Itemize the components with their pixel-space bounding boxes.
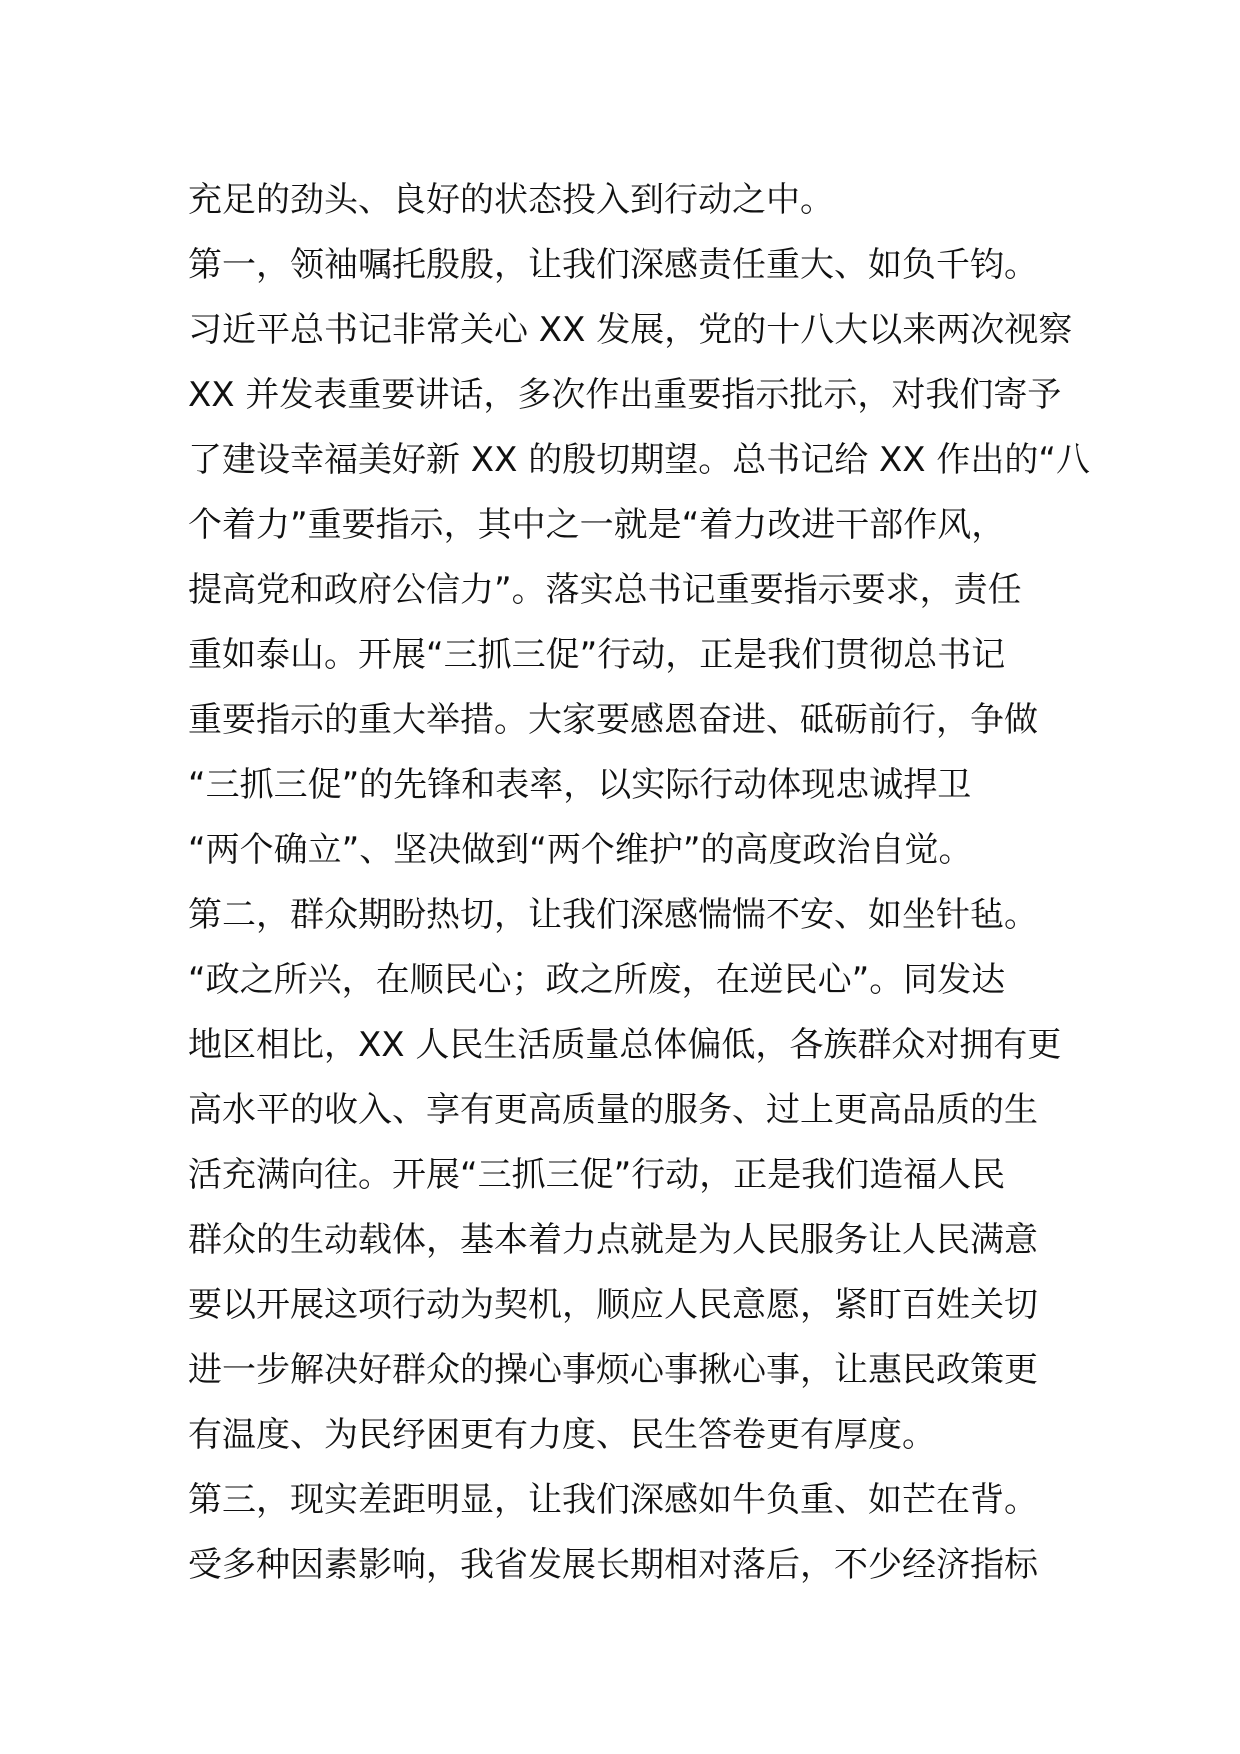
text-line: 了建设幸福美好新 XX 的殷切期望。总书记给 XX 作出的“八 <box>188 440 1091 480</box>
text-line: 第一，领袖嘱托殷殷，让我们深感责任重大、如负千钧。 <box>188 245 1038 285</box>
text-line: 要以开展这项行动为契机，顺应人民意愿，紧盯百姓关切 <box>188 1285 1038 1325</box>
text-line: 重要指示的重大举措。大家要感恩奋进、砥砺前行，争做 <box>188 700 1038 740</box>
text-line: “政之所兴，在顺民心；政之所废，在逆民心”。同发达 <box>188 960 1006 1000</box>
text-line: 个着力”重要指示，其中之一就是“着力改进干部作风， <box>188 505 1006 545</box>
text-line: 充足的劲头、良好的状态投入到行动之中。 <box>188 180 834 220</box>
text-line: 高水平的收入、享有更高质量的服务、过上更高品质的生 <box>188 1090 1038 1130</box>
text-line: 习近平总书记非常关心 XX 发展，党的十八大以来两次视察 <box>188 310 1073 350</box>
text-line: “三抓三促”的先锋和表率，以实际行动体现忠诚捍卫 <box>188 765 972 805</box>
text-line: 第三，现实差距明显，让我们深感如牛负重、如芒在背。 <box>188 1480 1038 1520</box>
text-line: XX 并发表重要讲话，多次作出重要指示批示，对我们寄予 <box>188 375 1062 415</box>
text-line: 地区相比，XX 人民生活质量总体偏低，各族群众对拥有更 <box>188 1025 1062 1065</box>
text-line: 第二，群众期盼热切，让我们深感惴惴不安、如坐针毡。 <box>188 895 1038 935</box>
text-line: 群众的生动载体，基本着力点就是为人民服务让人民满意 <box>188 1220 1038 1260</box>
text-line: 有温度、为民纾困更有力度、民生答卷更有厚度。 <box>188 1415 936 1455</box>
text-line: 提高党和政府公信力”。落实总书记重要指示要求，责任 <box>188 570 1022 610</box>
body-text <box>188 168 1091 1598</box>
text-line: 进一步解决好群众的操心事烦心事揪心事，让惠民政策更 <box>188 1350 1038 1390</box>
text-line: 重如泰山。开展“三抓三促”行动，正是我们贯彻总书记 <box>188 635 1006 675</box>
text-line: 受多种因素影响，我省发展长期相对落后，不少经济指标 <box>188 1545 1038 1585</box>
text-line: 活充满向往。开展“三抓三促”行动，正是我们造福人民 <box>188 1155 1006 1195</box>
text-line: “两个确立”、坚决做到“两个维护”的高度政治自觉。 <box>188 830 973 870</box>
